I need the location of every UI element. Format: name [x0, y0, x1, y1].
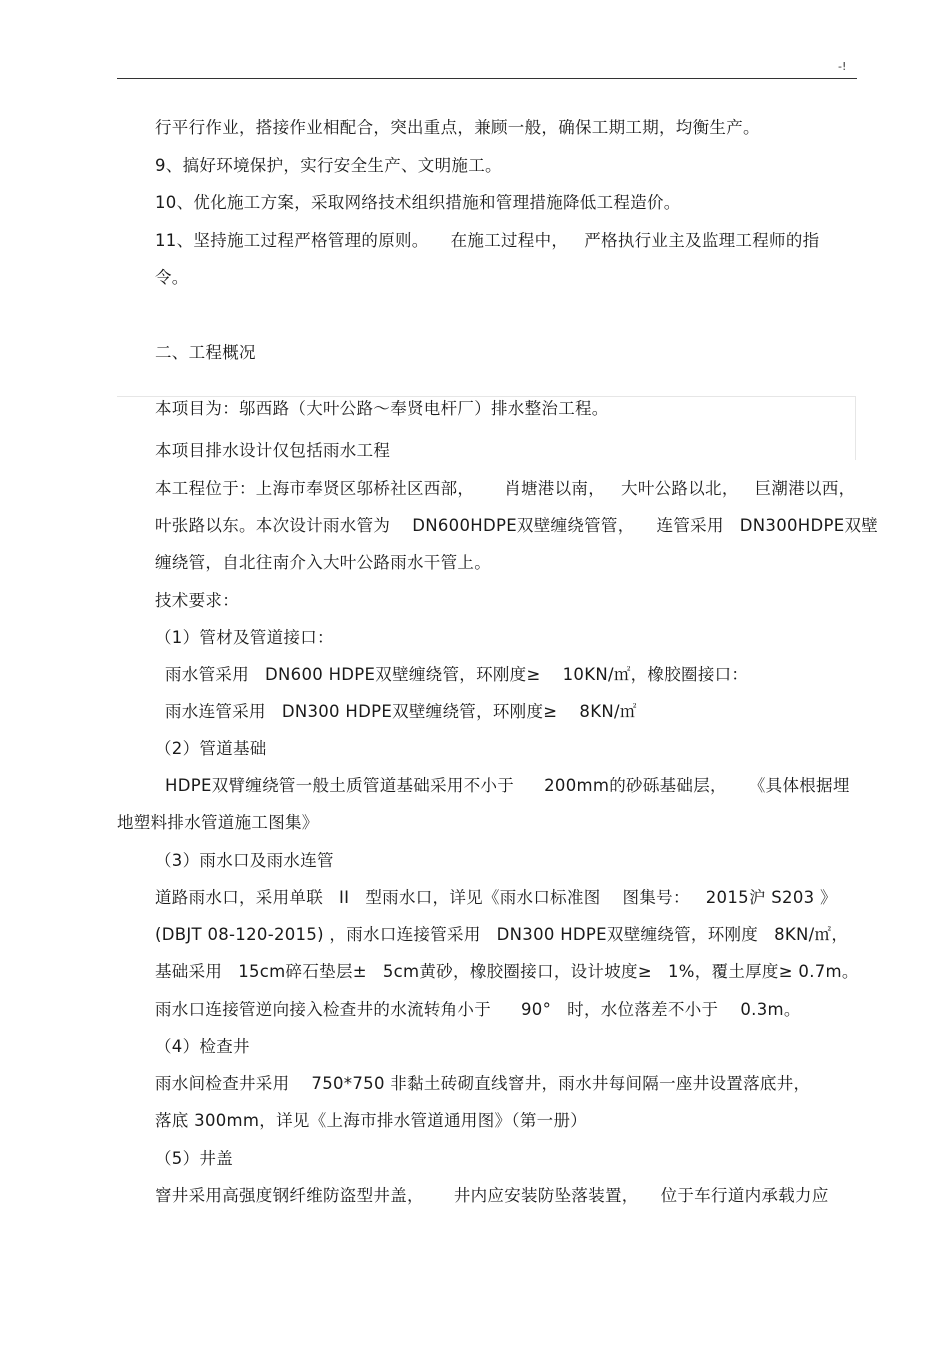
text-run: 基础采用	[155, 962, 223, 981]
text-run: 5cm黄砂，橡胶圈接口，设计坡度≥	[382, 962, 652, 981]
text-run: 200mm的砂砾基础层，	[544, 776, 727, 795]
text-run: 时，水位落差不小于	[567, 1000, 719, 1019]
paragraph-line	[155, 515, 878, 537]
paragraph-line: 行平行作业，搭接作业相配合，突出重点，兼顾一般，确保工期工期，均衡生产。	[155, 118, 760, 137]
text-run: 道路雨水口，采用单联	[155, 888, 323, 907]
text-run: HDPE双臂缠绕管一般土质管道基础采用不小于	[165, 776, 515, 795]
subsection-heading: （5）井盖	[155, 1149, 233, 1168]
text-run: 90°	[521, 1000, 552, 1019]
text-run: 750*750 非黏土砖砌直线窨井，雨水井每间隔一座井设置落底井，	[311, 1074, 811, 1093]
paragraph-line	[165, 701, 637, 723]
paragraph-line	[155, 478, 855, 500]
text-run: 《具体根据埋	[748, 776, 850, 795]
faint-border	[855, 396, 856, 460]
paragraph-line	[155, 1110, 587, 1132]
paragraph-line	[155, 1073, 810, 1095]
paragraph-line	[165, 664, 748, 686]
text-run: DN300HDPE双壁	[739, 516, 879, 535]
subsection-heading: （4）检查井	[155, 1037, 250, 1056]
paragraph-line: 地塑料排水管道施工图集》	[117, 813, 319, 832]
paragraph-line: 令。	[155, 268, 189, 287]
paragraph-line	[155, 1185, 829, 1207]
paragraph-line	[165, 775, 850, 797]
page-mark: -!	[838, 60, 847, 73]
text-run: 1%，覆土厚度≥ 0.7m。	[667, 962, 859, 981]
text-run: 连管采用	[656, 516, 724, 535]
text-run: 巨潮港以西，	[754, 479, 856, 498]
paragraph-line	[155, 999, 801, 1021]
text-run: 型雨水口，详见《雨水口标准图	[365, 888, 601, 907]
text-run: 15cm碎石垫层±	[238, 962, 367, 981]
text-run: 雨水管采用	[165, 665, 249, 684]
text-run: 8KN/㎡，	[774, 925, 849, 944]
section-heading: 二、工程概况	[155, 343, 256, 362]
text-run: 位于车行道内承载力应	[660, 1186, 829, 1205]
paragraph-line: 技术要求：	[155, 591, 239, 610]
text-run: 0.3m。	[740, 1000, 801, 1019]
paragraph-line	[155, 924, 848, 946]
paragraph-line: 10、优化施工方案，采取网络技术组织措施和管理措施降低工程造价。	[155, 193, 681, 212]
text-run: DN300 HDPE双壁缠绕管，环刚度	[496, 925, 759, 944]
text-run: (DBJT 08-120-2015) ，雨水口连接管采用	[155, 925, 481, 944]
text-run: 2015沪 S203 》	[705, 888, 837, 907]
text-run: 井内应安装防坠落装置，	[453, 1186, 639, 1205]
text-run: 雨水间检查井采用	[155, 1074, 290, 1093]
text-run: 8KN/㎡	[579, 702, 637, 721]
faint-border	[117, 396, 855, 397]
text-run: DN600 HDPE双壁缠绕管，环刚度≥	[265, 665, 541, 684]
text-run: 大叶公路以北，	[621, 479, 739, 498]
text-run: 窨井采用高强度钢纤维防盗型井盖，	[155, 1186, 424, 1205]
text-run: II	[339, 888, 350, 907]
paragraph-line	[155, 961, 859, 983]
text-run: 图集号：	[622, 888, 690, 907]
paragraph-line	[155, 887, 837, 909]
text-run: 10KN/㎡，橡胶圈接口：	[562, 665, 749, 684]
text-run: DN300 HDPE双壁缠绕管，环刚度≥	[281, 702, 558, 721]
subsection-heading: （1）管材及管道接口：	[155, 628, 334, 647]
text-run: 严格执行业主及监理工程师的指	[584, 231, 820, 250]
text-run: 本工程位于：上海市奉贤区邬桥社区西部，	[155, 479, 475, 498]
text-run: 肖塘港以南，	[504, 479, 606, 498]
subsection-heading: （3）雨水口及雨水连管	[155, 851, 334, 870]
text-run: 雨水口连接管逆向接入检查井的水流转角小于	[155, 1000, 491, 1019]
text-run: DN600HDPE双壁缠绕管管，	[412, 516, 635, 535]
paragraph-line: 9、搞好环境保护，实行安全生产、文明施工。	[155, 156, 502, 175]
header-rule	[117, 78, 857, 79]
paragraph-line: 本项目排水设计仅包括雨水工程	[155, 441, 391, 460]
text-run: 落底 300mm，	[155, 1111, 277, 1130]
text-run: 11、坚持施工过程严格管理的原则。	[155, 231, 429, 250]
text-run: 雨水连管采用	[165, 702, 266, 721]
paragraph-line: 缠绕管，自北往南介入大叶公路雨水干管上。	[155, 553, 491, 572]
paragraph-line: 本项目为：邬西路（大叶公路～奉贤电杆厂）排水整治工程。	[155, 399, 609, 418]
subsection-heading: （2）管道基础	[155, 739, 267, 758]
paragraph-line	[155, 230, 819, 252]
text-run: 详见《上海市排水管道通用图》（第一册）	[276, 1111, 588, 1130]
text-run: 在施工过程中，	[450, 231, 569, 250]
text-run: 叶张路以东。本次设计雨水管为	[155, 516, 391, 535]
